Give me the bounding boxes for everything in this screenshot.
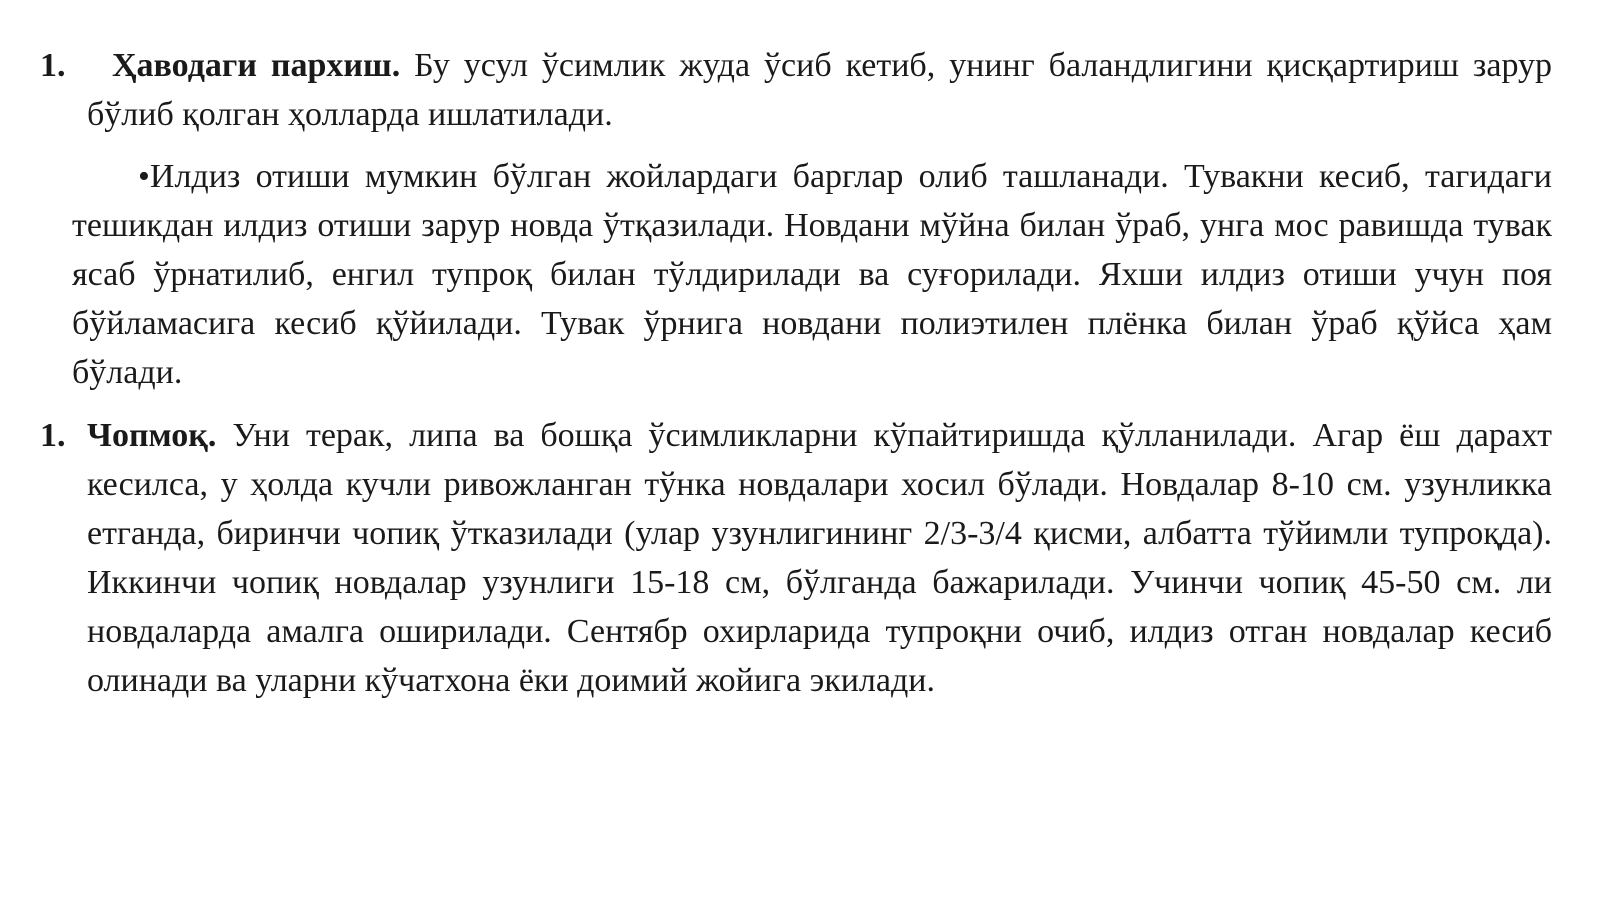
paragraph-body: Бу усул ўсимлик жуда ўсиб кетиб, унинг баландлигини қисқартириш зарур бўлиб қолган ҳолларда ишлатилади.	[87, 47, 1552, 133]
section-heading: Чопмоқ.	[87, 417, 217, 454]
list-number: 1.	[40, 417, 66, 454]
list-item-text	[87, 41, 1552, 139]
list-item-text	[87, 411, 1552, 705]
bullet-text: Илдиз отиши мумкин бўлган жойлардаги барглар олиб ташланади. Тувакни кесиб, тагидаги тешикдан илдиз отиши зарур новда ўтқазилади. Новдани мўйна билан ўраб, унга мос равишда тувак ясаб ўрнатилиб, енгил тупроқ билан тўлдирилади ва суғорилади. Яхши илдиз отиши учун поя бўйламасига кесиб қўйилади. Тувак ўрнига новдани полиэтилен плёнка билан ўраб қўйса ҳам бўлади.	[72, 158, 1552, 391]
list-item-aerial-layering	[40, 41, 1552, 139]
list-item-mounding	[40, 411, 1552, 705]
section-heading: Ҳаводаги пархиш.	[112, 47, 401, 84]
bullet-symbol: •	[138, 158, 150, 195]
bullet-paragraph	[72, 152, 1552, 397]
list-number: 1.	[40, 47, 66, 84]
paragraph-body: Уни терак, липа ва бошқа ўсимликларни кўпайтиришда қўлланилади. Агар ёш дарахт кесилса, у ҳолда кучли ривожланган тўнка новдалари хосил бўлади. Новдалар 8-10 см. узунликка етганда, биринчи чопиқ ўтказилади (улар узунлигининг 2/3-3/4 қисми, албатта тўйимли тупроқда). Иккинчи чопиқ новдалар узунлиги 15-18 см, бўлганда бажарилади. Учинчи чопиқ 45-50 см. ли новдаларда амалга оширилади. Сентябр охирларида тупроқни очиб, илдиз отган новдалар кесиб олинади ва уларни кўчатхона ёки доимий жойига экилади.	[87, 417, 1552, 699]
